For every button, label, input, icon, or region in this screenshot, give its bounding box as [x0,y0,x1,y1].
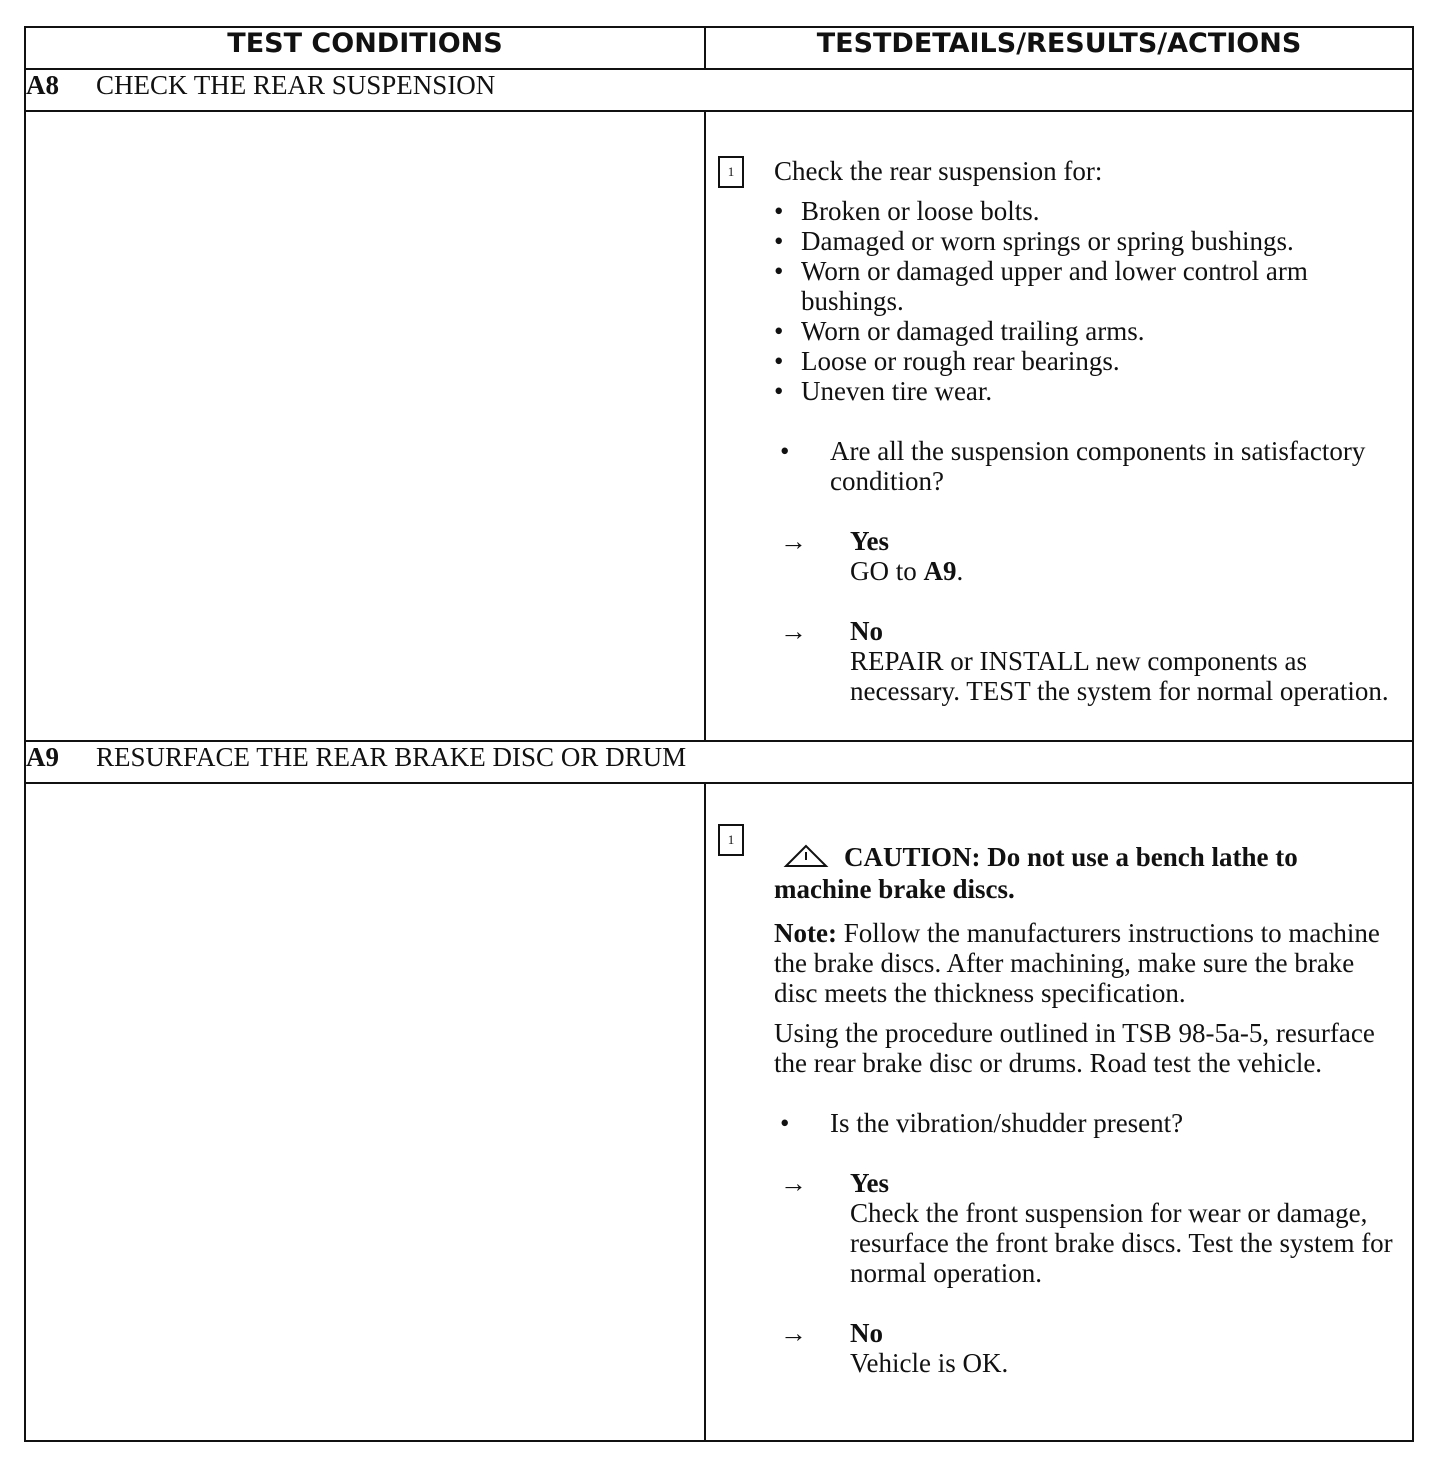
step-a9-title [25,741,1413,783]
header-test-conditions: TEST CONDITIONS [25,27,705,69]
step-a9-no-label: No [850,1318,883,1348]
arrow-right-icon: → [780,616,807,646]
step-a9-no-text: Vehicle is OK. [850,1348,1009,1378]
warning-triangle-icon [782,844,830,874]
step-a9-caution [774,842,1394,904]
arrow-right-icon: → [780,1168,807,1198]
step-a8-bullet: • Uneven tire wear. [774,376,1394,406]
step-a8-bullet: • Broken or loose bolts. [774,196,1394,226]
step-a8-question-text: Are all the suspension components in satisfactory condition? [830,436,1366,496]
step-a9-note-label: Note: [774,918,837,948]
step-a9-no-branch [780,1318,1394,1378]
step-a8-title [25,69,1413,111]
step-a9-number-box: 1 [718,824,744,856]
step-a8-conditions-cell [25,111,705,741]
step-a8-question [780,436,1394,496]
bullet-icon: • [780,1108,790,1138]
step-a8-yes-branch: → Yes GO to A9. [780,526,1394,586]
step-a8-body-row [25,111,1413,741]
diagnostic-table [24,26,1414,1442]
step-a8-title-text: CHECK THE REAR SUSPENSION [96,70,496,100]
step-a8-bullet: • Worn or damaged trailing arms. [774,316,1394,346]
step-a9-question-text: Is the vibration/shudder present? [830,1108,1184,1138]
step-a8-bullet-list [774,196,1394,406]
step-a8-number-box: 1 [718,156,744,188]
step-a9-conditions-cell [25,783,705,1441]
step-a8-title-row [25,69,1413,111]
step-a9-title-text: RESURFACE THE REAR BRAKE DISC OR DRUM [96,742,687,772]
step-a8-no-branch [780,616,1394,706]
step-a9-yes-label: Yes [850,1168,889,1198]
step-a9-id: A9 [26,742,59,772]
step-a8-no-text: REPAIR or INSTALL new components as necessary. TEST the system for normal operation. [850,646,1389,706]
step-a9-caution-text: CAUTION: Do not use a bench lathe to machine brake discs. [774,842,1298,904]
step-a9-question [780,1108,1394,1138]
bullet-icon: • [780,436,790,466]
step-a9-title-row [25,741,1413,783]
step-a8-yes-ref: A9 [923,556,957,586]
header-row [25,27,1413,69]
step-a8-details-cell [705,111,1413,741]
step-a9-yes-branch [780,1168,1394,1288]
arrow-right-icon: → [780,1318,807,1348]
step-a8-bullet: • Damaged or worn springs or spring bushings. [774,226,1394,256]
diagnostic-table-page [24,26,1412,1442]
step-a8-id: A8 [26,70,59,100]
step-a9-note [774,918,1394,1008]
step-a8-intro: Check the rear suspension for: [774,156,1103,186]
step-a8-yes-text: GO to [850,556,917,586]
step-a9-yes-text: Check the front suspension for wear or damage, resurface the front brake discs. Test the system for normal operation. [850,1198,1393,1288]
step-a8-bullet: • Loose or rough rear bearings. [774,346,1394,376]
step-a8-yes-label: Yes [850,526,889,556]
arrow-right-icon: → [780,526,807,556]
step-a9-body-row [25,783,1413,1441]
header-test-details: TESTDETAILS/RESULTS/ACTIONS [705,27,1413,69]
step-a9-details-cell [705,783,1413,1441]
step-a8-no-label: No [850,616,883,646]
step-a8-bullet: • Worn or damaged upper and lower control arm bushings. [774,256,1394,316]
step-a9-note-text: Follow the manufacturers instructions to machine the brake discs. After machining, make sure the brake disc meets the thickness specification. [774,918,1380,1008]
step-a9-procedure: Using the procedure outlined in TSB 98-5a-5, resurface the rear brake disc or drums. Road test the vehicle. [774,1018,1375,1078]
